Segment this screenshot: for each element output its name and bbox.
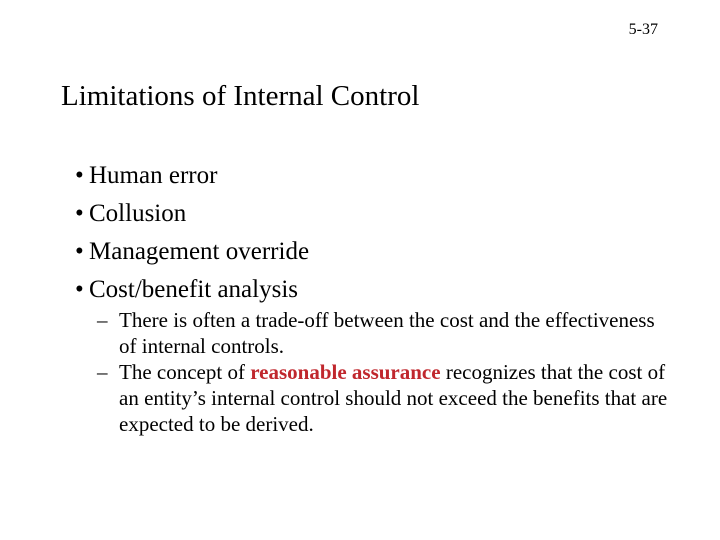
reasonable-assurance-highlight: reasonable assurance — [250, 360, 441, 384]
bullet-text: Cost/benefit analysis — [89, 276, 298, 303]
bullet-marker: • — [75, 200, 84, 227]
bullet-text: Human error — [89, 162, 218, 189]
bullet-marker: • — [75, 162, 84, 189]
sub-bullet-reasonable-assurance — [97, 359, 672, 437]
sub-bullet-text: There is often a trade-off between the cost and the effectiveness of internal controls. — [119, 308, 655, 358]
sub-bullet-marker: – — [97, 360, 108, 384]
slide-number: 5-37 — [628, 21, 658, 38]
sub-bullet-marker: – — [97, 308, 108, 332]
bullet-marker: • — [75, 276, 84, 303]
sub-bullet-list — [97, 307, 672, 437]
bullet-text: Management override — [89, 238, 310, 265]
slide-title: Limitations of Internal Control — [61, 80, 420, 112]
bullet-text: Collusion — [89, 200, 187, 227]
sub-bullet-text-before: The concept of — [119, 360, 251, 384]
sub-bullet-trade-off — [97, 307, 672, 359]
bullet-marker: • — [75, 238, 84, 265]
sub-bullet-text-after: recognizes that the cost of an entity’s internal control should not exceed the benefits that are expected to be derived. — [119, 360, 668, 436]
